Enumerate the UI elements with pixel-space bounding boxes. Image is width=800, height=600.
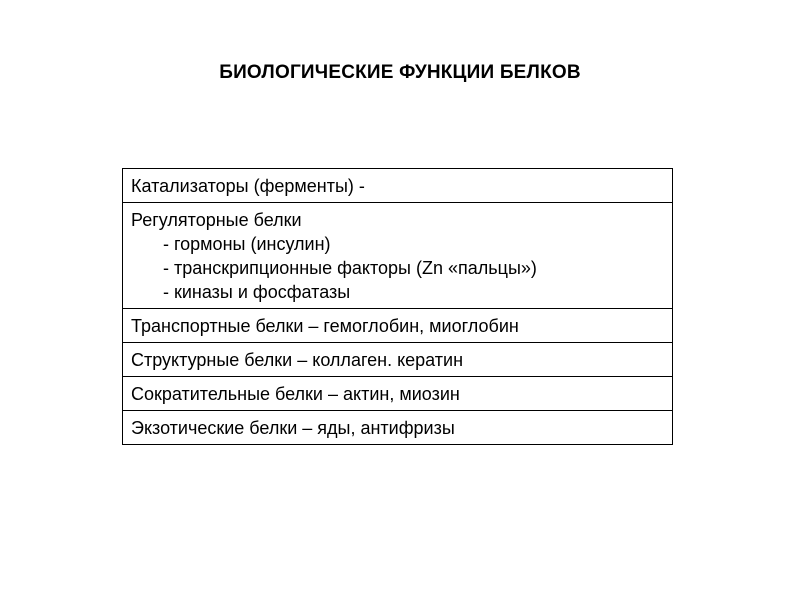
subitem-hormones: - гормоны (инсулин) [163,234,331,254]
table-row [123,343,673,377]
function-transport: Транспортные белки – гемоглобин, миоглобин [131,316,519,336]
table-cell [123,203,673,309]
table-row [123,309,673,343]
table-cell [123,377,673,411]
table-row [123,411,673,445]
table-row [123,203,673,309]
table-cell [123,169,673,203]
table-row [123,377,673,411]
function-catalysts: Катализаторы (ферменты) - [131,176,365,196]
subitem-kinases-phosphatases: - киназы и фосфатазы [163,282,351,302]
function-contractile: Сократительные белки – актин, миозин [131,384,460,404]
table-cell [123,309,673,343]
table-row [123,169,673,203]
table-cell [123,411,673,445]
table-cell [123,343,673,377]
function-exotic: Экзотические белки – яды, антифризы [131,418,455,438]
subitem-transcription-factors: - транскрипционные факторы (Zn «пальцы») [163,258,537,278]
function-structural: Структурные белки – коллаген. кератин [131,350,464,370]
page-title: БИОЛОГИЧЕСКИЕ ФУНКЦИИ БЕЛКОВ [219,62,581,83]
function-regulatory: Регуляторные белки [131,210,302,230]
protein-functions-table [122,168,673,445]
